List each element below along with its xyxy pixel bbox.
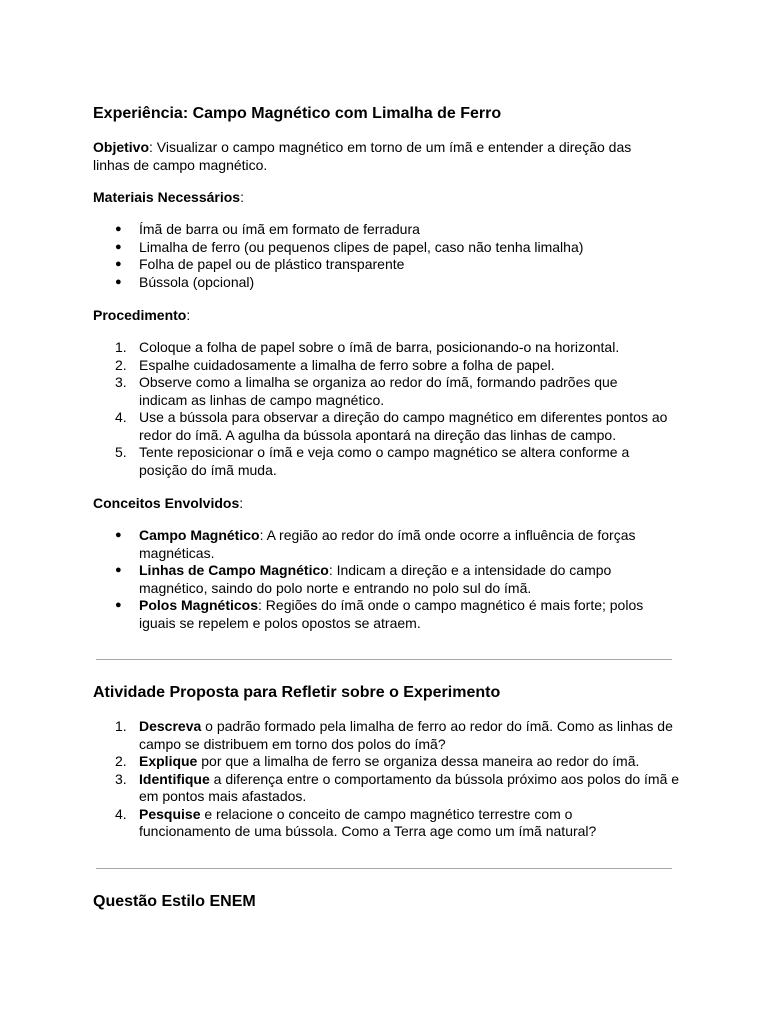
list-item: 1. Coloque a folha de papel sobre o ímã de barra, posicionando-o na horizontal. xyxy=(115,339,620,355)
list-item: 3. Identifique a diferença entre o comportamento da bússola próximo aos polos do ímã e em pontos mais afastados. xyxy=(115,770,680,804)
procedure-heading: Procedimento: xyxy=(93,307,191,323)
list-item: ● Campo Magnético: A região ao redor do ímã onde ocorre a influência de forças magnéticas. xyxy=(115,527,636,561)
materials-list xyxy=(93,221,683,291)
objective-label: Objetivo xyxy=(93,139,150,155)
procedure-list xyxy=(93,339,683,479)
enem-title: Questão Estilo ENEM xyxy=(93,893,256,910)
section-divider xyxy=(96,868,672,869)
list-item: 1. Descreva o padrão formado pela limalha de ferro ao redor do ímã. Como as linhas de campo se distribuem em torno dos polos do ímã? xyxy=(115,718,673,752)
list-item: ● Limalha de ferro (ou pequenos clipes de papel, caso não tenha limalha) xyxy=(115,238,584,255)
list-item: ● Folha de papel ou de plástico transparente xyxy=(115,256,405,272)
list-item: 4. Use a bússola para observar a direção do campo magnético em diferentes pontos ao redor do ímã. A agulha da bússola apontará na direção das linhas de campo. xyxy=(115,409,668,443)
concepts-list xyxy=(93,527,663,632)
objective-text: : Visualizar o campo magnético em torno de um ímã e entender a direção das linhas de campo magnético. xyxy=(93,139,632,173)
activity-title: Atividade Proposta para Refletir sobre o Experimento xyxy=(93,684,501,701)
list-item: 2. Explique por que a limalha de ferro se organiza dessa maneira ao redor do ímã. xyxy=(115,753,640,769)
materials-heading: Materiais Necessários: xyxy=(93,189,244,205)
activity-list xyxy=(93,718,683,841)
list-item: 5. Tente reposicionar o ímã e veja como o campo magnético se altera conforme a posição do ímã muda. xyxy=(115,444,630,478)
list-item: ● Polos Magnéticos: Regiões do ímã onde o campo magnético é mais forte; polos iguais se repelem e polos opostos se atraem. xyxy=(115,597,644,631)
list-item: ● Ímã de barra ou ímã em formato de ferradura xyxy=(115,221,420,237)
list-item: 4. Pesquise e relacione o conceito de campo magnético terrestre com o funcionamento de uma bússola. Como a Terra age como um ímã natural? xyxy=(115,805,597,839)
objective-paragraph xyxy=(93,139,653,174)
experiment-title: Experiência: Campo Magnético com Limalha de Ferro xyxy=(93,105,502,122)
concepts-heading: Conceitos Envolvidos: xyxy=(93,495,244,511)
list-item: 2. Espalhe cuidadosamente a limalha de ferro sobre a folha de papel. xyxy=(115,356,555,373)
section-divider xyxy=(96,659,672,660)
list-item: ● Bússola (opcional) xyxy=(115,273,255,290)
list-item: ● Linhas de Campo Magnético: Indicam a direção e a intensidade do campo magnético, saindo do polo norte e entrando no polo sul do ímã. xyxy=(115,562,612,596)
list-item: 3. Observe como a limalha se organiza ao redor do ímã, formando padrões que indicam as linhas de campo magnético. xyxy=(115,374,618,408)
